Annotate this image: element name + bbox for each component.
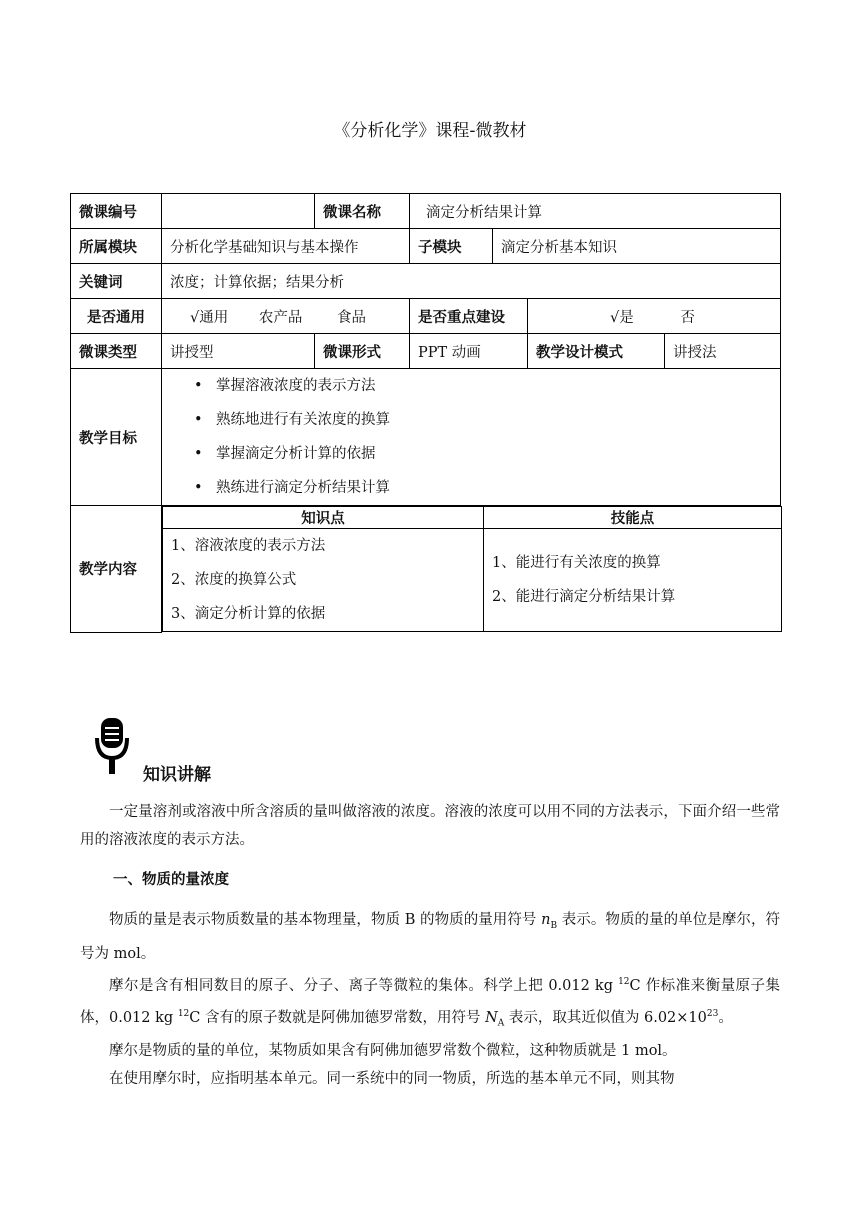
intro-paragraph: 一定量溶剂或溶液中所含溶质的量叫做溶液的浓度。溶液的浓度可以用不同的方法表示，下面介绍一些常用的溶液浓度的表示方法。 bbox=[80, 804, 780, 848]
list-item: • 熟练进行滴定分析结果计算 bbox=[190, 471, 780, 505]
goals-label: 教学目标 bbox=[71, 369, 162, 506]
subsection-title: 一、物质的量浓度 bbox=[113, 872, 229, 888]
page-title: 《分析化学》课程-微教材 bbox=[333, 121, 527, 141]
design-mode-value: 讲授法 bbox=[665, 334, 781, 369]
list-item: 2、浓度的换算公式 bbox=[171, 572, 297, 588]
module-value: 分析化学基础知识与基本操作 bbox=[162, 229, 410, 264]
content-inner-table bbox=[162, 506, 782, 632]
design-mode-label: 教学设计模式 bbox=[528, 334, 665, 369]
course-type-value: 讲授型 bbox=[162, 334, 315, 369]
general-use-options bbox=[162, 299, 410, 334]
table-row bbox=[71, 229, 781, 264]
content-label: 教学内容 bbox=[71, 506, 162, 633]
list-item: • 掌握溶液浓度的表示方法 bbox=[190, 369, 780, 403]
knowledge-list bbox=[163, 529, 484, 632]
section-heading: 知识讲解 bbox=[143, 765, 211, 785]
content-cell bbox=[162, 506, 781, 633]
paragraph-3: 摩尔是物质的量的单位，某物质如果含有阿佛加德罗常数个微粒，这种物质就是 1 mol。 bbox=[109, 1043, 677, 1060]
table-row bbox=[71, 369, 781, 506]
keywords-label: 关键词 bbox=[71, 264, 162, 299]
list-item: 1、溶液浓度的表示方法 bbox=[171, 538, 326, 554]
table-row bbox=[71, 506, 781, 633]
list-item: • 掌握滴定分析计算的依据 bbox=[190, 437, 780, 471]
table-row bbox=[71, 264, 781, 299]
course-id-value bbox=[162, 194, 315, 229]
microphone-icon bbox=[94, 716, 130, 776]
course-name-label: 微课名称 bbox=[315, 194, 410, 229]
paragraph-4: 在使用摩尔时，应指明基本单元。同一系统中的同一物质，所选的基本单元不同，则其物 bbox=[109, 1071, 675, 1088]
list-item: 2、能进行滴定分析结果计算 bbox=[492, 589, 676, 605]
option-no: 否 bbox=[680, 309, 695, 326]
list-item: • 熟练地进行有关浓度的换算 bbox=[190, 403, 780, 437]
course-type-label: 微课类型 bbox=[71, 334, 162, 369]
goals-list bbox=[162, 369, 780, 505]
goals-cell bbox=[162, 369, 781, 506]
course-name-value: 滴定分析结果计算 bbox=[410, 194, 781, 229]
option-general: √通用 bbox=[190, 309, 229, 326]
course-info-table bbox=[70, 193, 781, 633]
course-form-value: PPT 动画 bbox=[410, 334, 528, 369]
module-label: 所属模块 bbox=[71, 229, 162, 264]
course-id-label: 微课编号 bbox=[71, 194, 162, 229]
paragraph-2: 摩尔是含有相同数目的原子、分子、离子等微粒的集体。科学上把 0.012 kg $^{12}$C 作标准来衡量原子集体，0.012 kg $^{12}$C 含有的原子数就是阿佛加德罗常数，用符号 $N_A$ 表示，取其近似值为 $6.02\times 10^{23}$。 bbox=[80, 976, 781, 1029]
knowledge-header: 知识点 bbox=[163, 507, 484, 529]
course-form-label: 微课形式 bbox=[315, 334, 410, 369]
submodule-label: 子模块 bbox=[410, 229, 493, 264]
table-row bbox=[71, 334, 781, 369]
skill-list bbox=[484, 529, 782, 632]
list-item: 1、能进行有关浓度的换算 bbox=[492, 555, 661, 571]
option-yes: √是 bbox=[610, 309, 634, 326]
table-row bbox=[71, 299, 781, 334]
option-food: 食品 bbox=[336, 309, 366, 326]
option-agriculture: 农产品 bbox=[258, 309, 303, 326]
keywords-value: 浓度；计算依据；结果分析 bbox=[162, 264, 781, 299]
key-construction-label: 是否重点建设 bbox=[410, 299, 528, 334]
general-use-label: 是否通用 bbox=[71, 299, 162, 334]
paragraph-1: 物质的量是表示物质数量的基本物理量，物质 B 的物质的量用符号 $n_B$ 表示。物质的量的单位是摩尔，符号为 mol。 bbox=[80, 912, 780, 962]
submodule-value: 滴定分析基本知识 bbox=[493, 229, 781, 264]
body-text bbox=[80, 798, 780, 1093]
list-item: 3、滴定分析计算的依据 bbox=[171, 606, 326, 622]
table-row bbox=[71, 194, 781, 229]
skill-header: 技能点 bbox=[484, 507, 782, 529]
key-construction-options bbox=[528, 299, 781, 334]
